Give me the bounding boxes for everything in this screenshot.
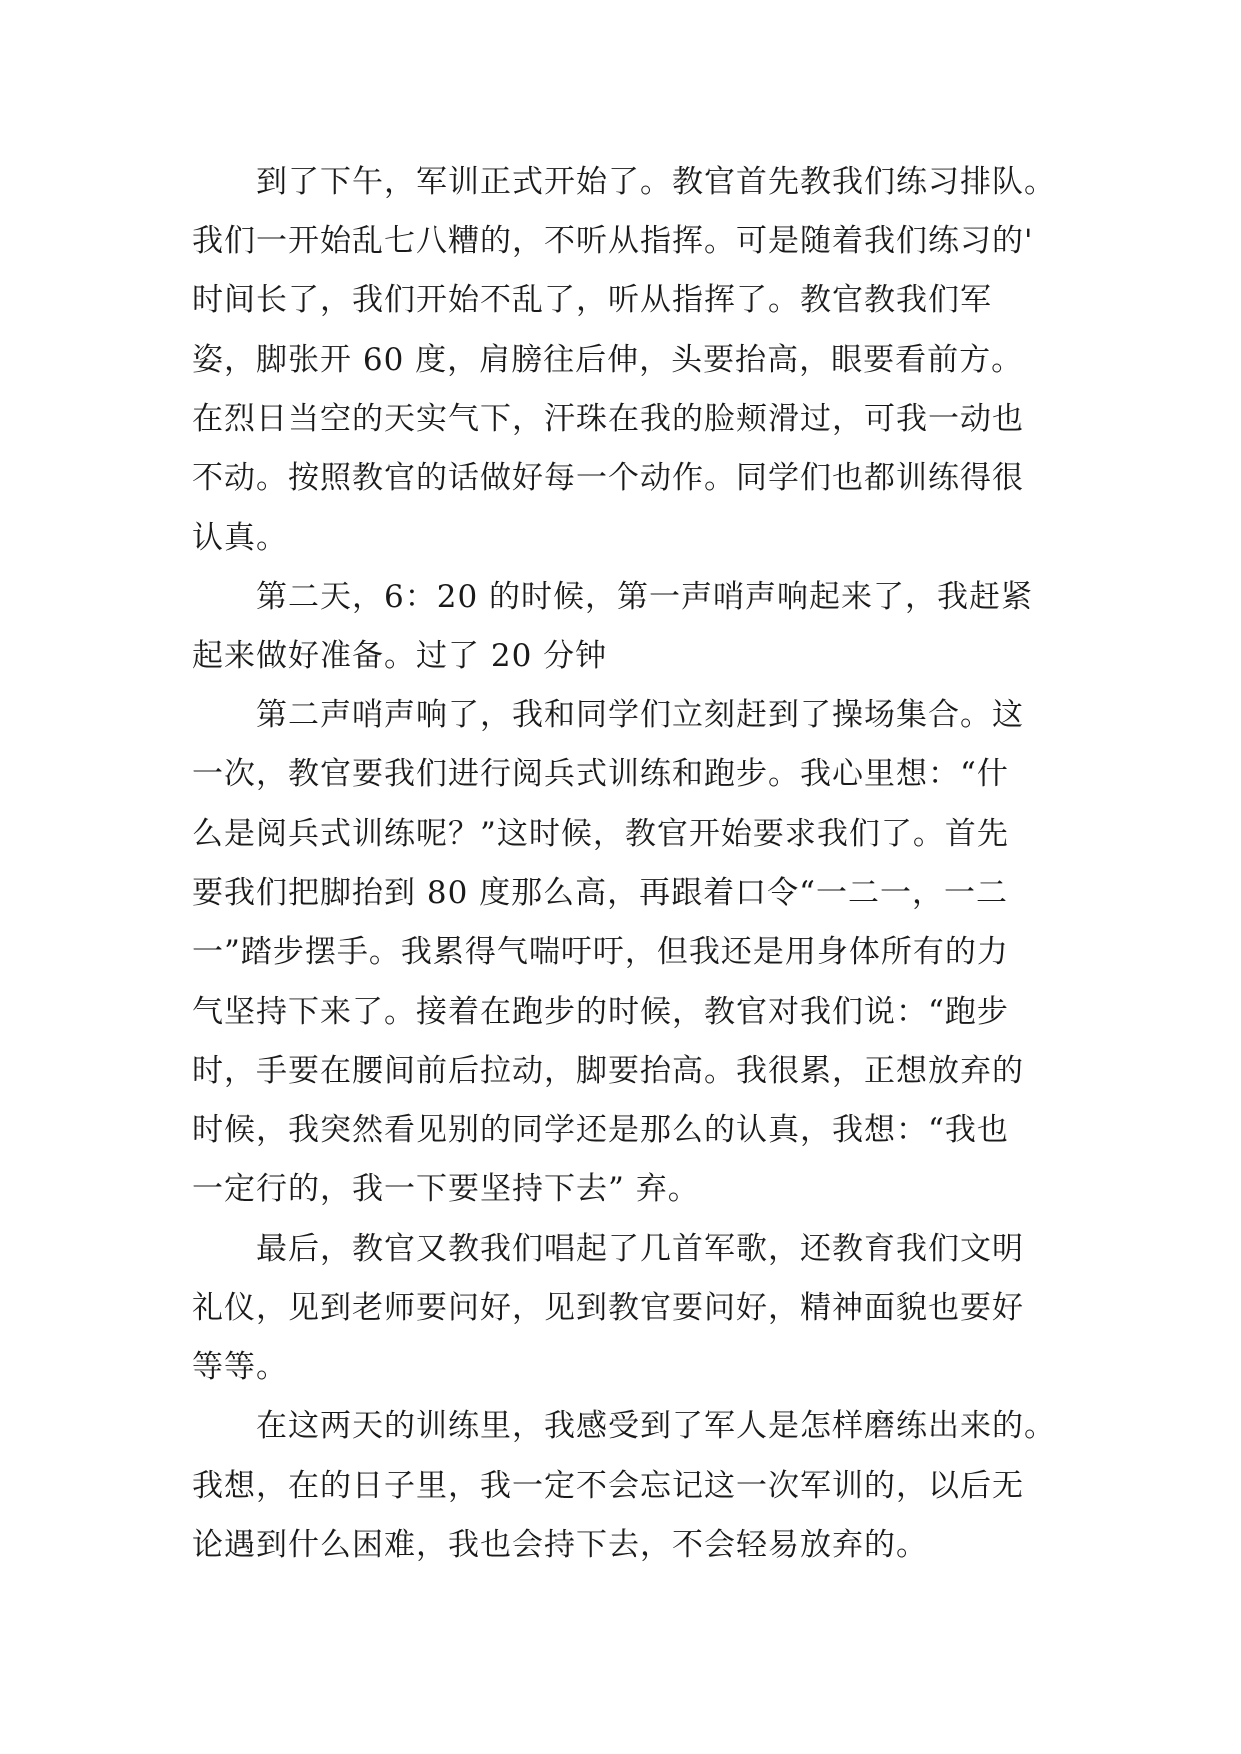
paragraph-5-line-3: 论遇到什么困难，我也会持下去，不会轻易放弃的。 <box>192 1527 928 1563</box>
paragraph-3-line-9: 一定行的，我一下要坚持下去” 弃。 <box>192 1171 700 1207</box>
paragraph-1-line-1: 到了下午，军训正式开始了。教官首先教我们练习排队。 <box>256 164 1056 200</box>
paragraph-3-line-1: 第二声哨声响了，我和同学们立刻赶到了操场集合。这 <box>256 697 1024 733</box>
paragraph-5-line-2: 我想，在的日子里，我一定不会忘记这一次军训的，以后无 <box>192 1468 1024 1504</box>
paragraph-5-line-1: 在这两天的训练里，我感受到了军人是怎样磨练出来的。 <box>256 1408 1056 1444</box>
paragraph-2-line-1: 第二天，6：20 的时候，第一声哨声响起来了，我赶紧 <box>256 579 1034 615</box>
paragraph-4-line-3: 等等。 <box>192 1349 288 1385</box>
paragraph-1-line-3: 时间长了，我们开始不乱了，听从指挥了。教官教我们军 <box>192 282 992 318</box>
paragraph-4-line-1: 最后，教官又教我们唱起了几首军歌，还教育我们文明 <box>256 1231 1024 1267</box>
paragraph-3-line-7: 时，手要在腰间前后拉动，脚要抬高。我很累，正想放弃的 <box>192 1053 1024 1089</box>
paragraph-1-line-4: 姿，脚张开 60 度，肩膀往后伸，头要抬高，眼要看前方。 <box>192 342 1024 378</box>
paragraph-1-line-5: 在烈日当空的天实气下，汗珠在我的脸颊滑过，可我一动也 <box>192 401 1024 437</box>
paragraph-3-line-2: 一次，教官要我们进行阅兵式训练和跑步。我心里想：“什 <box>192 756 1009 792</box>
paragraph-1-line-2: 我们一开始乱七八糟的，不听从指挥。可是随着我们练习的' <box>192 223 1034 259</box>
paragraph-3-line-6: 气坚持下来了。接着在跑步的时候，教官对我们说：“跑步 <box>192 994 1009 1030</box>
paragraph-3-line-8: 时候，我突然看见别的同学还是那么的认真，我想：“我也 <box>192 1112 1009 1148</box>
paragraph-1-line-6: 不动。按照教官的话做好每一个动作。同学们也都训练得很 <box>192 460 1024 496</box>
paragraph-1-line-7: 认真。 <box>192 520 288 556</box>
paragraph-2-line-2: 起来做好准备。过了 20 分钟 <box>192 638 608 674</box>
paragraph-3-line-5: 一”踏步摆手。我累得气喘吁吁，但我还是用身体所有的力 <box>192 934 1009 970</box>
paragraph-3-line-4: 要我们把脚抬到 80 度那么高，再跟着口令“一二一，一二 <box>192 875 1008 911</box>
paragraph-3-line-3: 么是阅兵式训练呢？”这时候，教官开始要求我们了。首先 <box>192 816 1009 852</box>
paragraph-4-line-2: 礼仪，见到老师要问好，见到教官要问好，精神面貌也要好 <box>192 1290 1024 1326</box>
